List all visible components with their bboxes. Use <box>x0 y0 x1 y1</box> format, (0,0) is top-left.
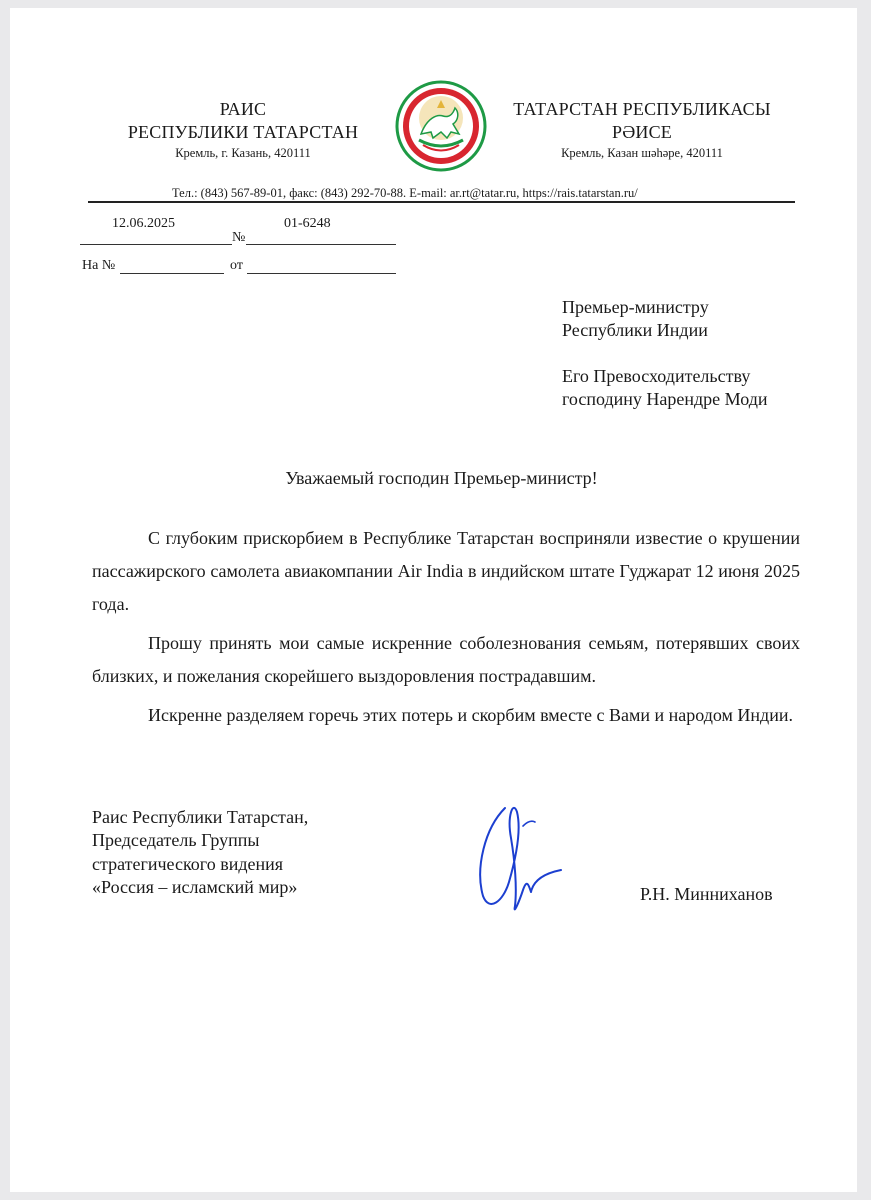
signer-title-block <box>92 806 308 900</box>
ref-label: На № <box>82 258 116 273</box>
addressee-line-3: Его Превосходительству <box>562 365 751 386</box>
handwritten-signature <box>465 798 575 918</box>
letter-body <box>92 522 800 732</box>
date-underline <box>80 244 232 245</box>
signer-title-4: «Россия – исламский мир» <box>92 877 298 898</box>
header-right-address: Кремль, Казан шәһәре, 420111 <box>561 146 723 160</box>
ref-date-underline <box>247 273 396 274</box>
letter-page <box>10 8 857 1192</box>
header-divider <box>88 201 795 203</box>
header-right-title-2: РӘИСЕ <box>611 121 672 142</box>
number-underline <box>246 244 396 245</box>
registration-date: 12.06.2025 <box>112 216 175 231</box>
addressee-line-2: Республики Индии <box>562 320 708 341</box>
header-right-title-1: ТАТАРСТАН РЕСПУБЛИКАСЫ <box>513 99 771 119</box>
body-paragraph-3: Искренне разделяем горечь этих потерь и скорбим вместе с Вами и народом Индии. <box>148 705 793 725</box>
signer-title-1: Раис Республики Татарстан, <box>92 807 309 827</box>
signer-title-3: стратегического видения <box>92 853 284 874</box>
header-left-title-1: РАИС <box>219 99 267 119</box>
body-paragraph-1: С глубоким прискорбием в Республике Татарстан восприняли известие о крушении пассажирского самолета авиакомпании Air India в индийском штате Гуджарат 12 июня 2025 года. <box>92 528 800 614</box>
header-left-address: Кремль, г. Казань, 420111 <box>175 146 311 160</box>
coat-of-arms-emblem <box>393 78 489 174</box>
emblem-icon <box>393 78 489 174</box>
number-sign: № <box>232 230 246 245</box>
header-left-title-2: РЕСПУБЛИКИ ТАТАРСТАН <box>127 121 359 142</box>
addressee-line-4: господину Нарендре Моди <box>562 389 768 410</box>
header-right <box>492 98 792 162</box>
addressee-block <box>562 296 768 412</box>
body-paragraph-2: Прошу принять мои самые искренние соболезнования семьям, потерявших своих близких, и пожелания скорейшего выздоровления пострадавшим. <box>92 633 800 686</box>
signer-title-2: Председатель Группы <box>92 830 260 851</box>
addressee-line-1: Премьер-министру <box>562 297 709 317</box>
header-left <box>98 98 388 162</box>
signer-name: Р.Н. Минниханов <box>640 884 773 904</box>
ref-from-label: от <box>230 258 243 273</box>
ref-number-underline <box>120 273 224 274</box>
signature-icon <box>465 798 575 918</box>
greeting: Уважаемый господин Премьер-министр! <box>285 468 598 488</box>
registration-number: 01-6248 <box>284 216 331 231</box>
header-contacts: Тел.: (843) 567-89-01, факс: (843) 292-70-88. E-mail: ar.rt@tatar.ru, https://rais.tatarstan.ru/ <box>172 186 638 200</box>
